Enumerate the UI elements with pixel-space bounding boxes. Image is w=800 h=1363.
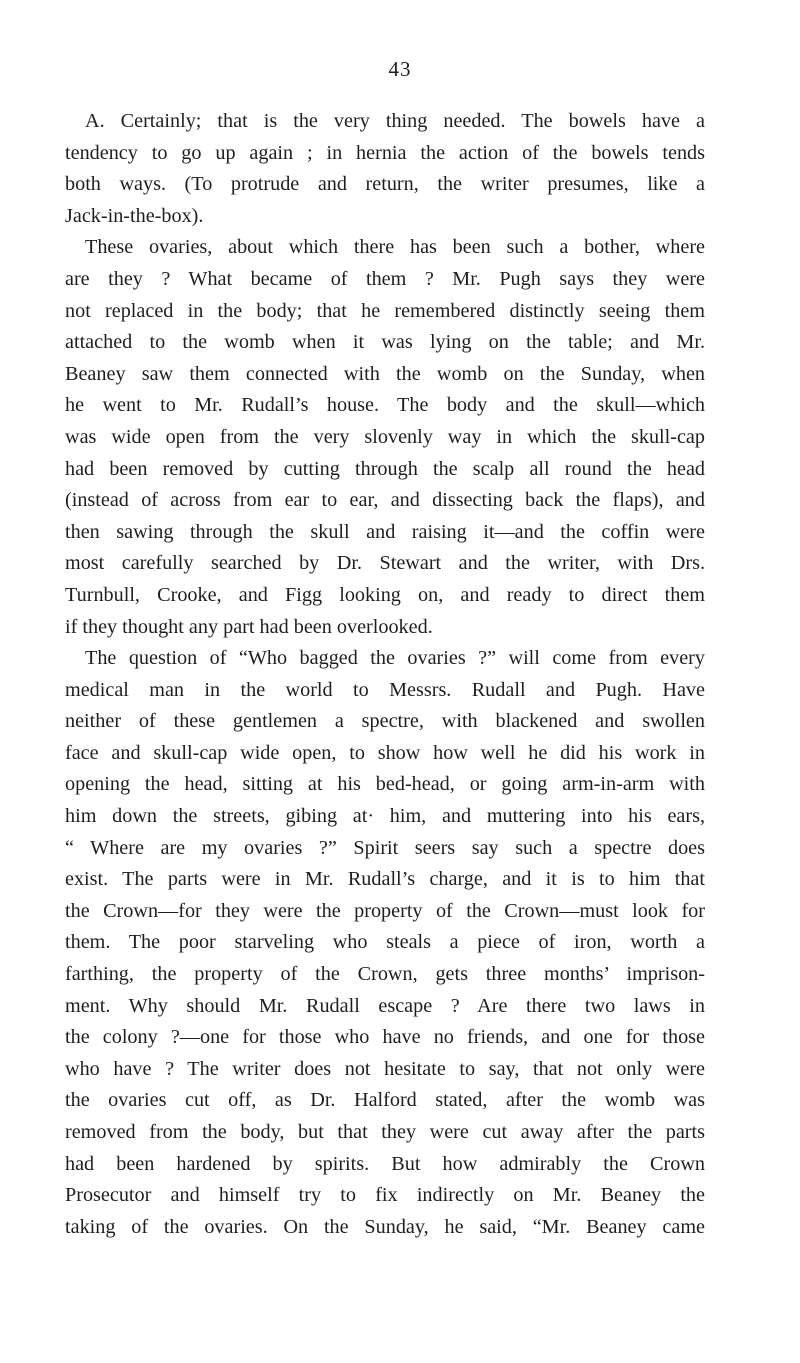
text-line: The question of “Who bagged the ovaries ?” will come from every (85, 647, 705, 670)
text-line: are they ? What became of them ? Mr. Pugh says they were (65, 267, 705, 290)
text-line: both ways. (To protrude and return, the writer presumes, like a (65, 173, 705, 196)
text-line: the ovaries cut off, as Dr. Halford stated, after the womb was (65, 1089, 705, 1112)
page-number: 43 (388, 57, 412, 81)
text-line: not replaced in the body; that he remembered distinctly seeing them (65, 299, 705, 322)
text-line: then sawing through the skull and raising it—and the coffin were (65, 520, 705, 543)
text-line: he went to Mr. Rudall’s house. The body and the skull—which (65, 394, 705, 417)
text-line: attached to the womb when it was lying on the table; and Mr. (65, 331, 705, 354)
text-line: was wide open from the very slovenly way in which the skull-cap (65, 425, 705, 448)
text-line: Prosecutor and himself try to fix indirectly on Mr. Beaney the (65, 1184, 705, 1207)
text-line: taking of the ovaries. On the Sunday, he said, “Mr. Beaney came (65, 1215, 705, 1238)
body-text (65, 106, 705, 1243)
text-line: most carefully searched by Dr. Stewart and the writer, with Drs. (65, 552, 705, 575)
text-line: the colony ?—one for those who have no friends, and one for those (65, 1026, 705, 1049)
text-line: face and skull-cap wide open, to show how well he did his work in (65, 741, 705, 764)
text-line: him down the streets, gibing at· him, and muttering into his ears, (65, 805, 705, 828)
text-line: had been removed by cutting through the scalp all round the head (65, 457, 705, 480)
text-line: if they thought any part had been overlooked. (65, 615, 433, 638)
text-line: A. Certainly; that is the very thing needed. The bowels have a (85, 110, 705, 132)
text-line: them. The poor starveling who steals a piece of iron, worth a (65, 931, 705, 954)
text-line: had been hardened by spirits. But how admirably the Crown (65, 1152, 705, 1175)
text-line: farthing, the property of the Crown, gets three months’ imprison- (65, 963, 705, 986)
text-line: Jack-in-the-box). (65, 204, 204, 227)
text-line: opening the head, sitting at his bed-head, or going arm-in-arm with (65, 773, 705, 796)
text-line: ment. Why should Mr. Rudall escape ? Are there two laws in (65, 994, 705, 1017)
text-line: who have ? The writer does not hesitate to say, that not only were (65, 1057, 705, 1080)
text-line: These ovaries, about which there has been such a bother, where (85, 236, 705, 259)
text-line: removed from the body, but that they were cut away after the parts (65, 1121, 705, 1143)
text-line: exist. The parts were in Mr. Rudall’s charge, and it is to him that (65, 868, 705, 891)
text-line: tendency to go up again ; in hernia the action of the bowels tends (65, 141, 705, 164)
text-line: Turnbull, Crooke, and Figg looking on, and ready to direct them (65, 583, 705, 606)
text-line: medical man in the world to Messrs. Rudall and Pugh. Have (65, 678, 705, 701)
text-line: neither of these gentlemen a spectre, with blackened and swollen (65, 710, 705, 733)
text-line: “ Where are my ovaries ?” Spirit seers say such a spectre does (65, 836, 705, 859)
text-line: the Crown—for they were the property of the Crown—must look for (65, 899, 705, 922)
text-line: Beaney saw them connected with the womb on the Sunday, when (65, 362, 705, 385)
text-line: (instead of across from ear to ear, and dissecting back the flaps), and (65, 489, 705, 512)
